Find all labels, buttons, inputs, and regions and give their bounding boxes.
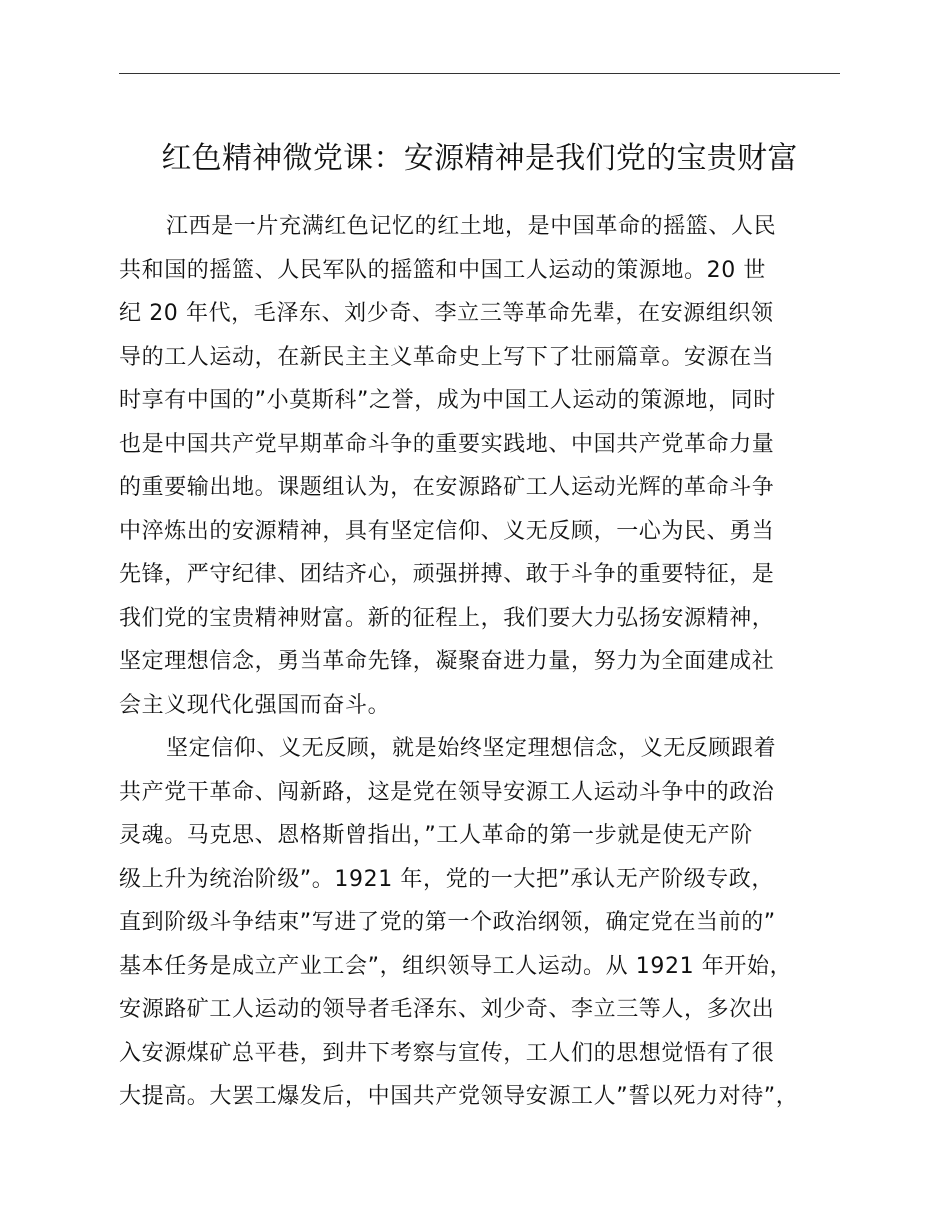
- text-line: 大提高。大罢工爆发后，中国共产党领导安源工人”誓以死力对待”，: [119, 1084, 799, 1109]
- text-line: 直到阶级斗争结束”写进了党的第一个政治纲领，确定党在当前的”: [119, 910, 776, 935]
- text-line: 中淬炼出的安源精神，具有坚定信仰、义无反顾，一心为民、勇当: [119, 518, 775, 544]
- text-line: 导的工人运动，在新民主主义革命史上写下了壮丽篇章。安源在当: [119, 344, 775, 370]
- text-line: 先锋，严守纪律、团结齐心，顽强拼搏、敢于斗争的重要特征，是: [119, 562, 775, 587]
- document-body: [119, 205, 840, 1119]
- text-line: 我们党的宝贵精神财富。新的征程上，我们要大力弘扬安源精神，: [119, 605, 775, 631]
- text-line: 也是中国共产党早期革命斗争的重要实践地、中国共产党革命力量: [119, 431, 775, 457]
- text-line: 基本任务是成立产业工会”，组织领导工人运动。从 1921 年开始，: [119, 953, 793, 979]
- text-line: 灵魂。马克思、恩格斯曾指出，”工人革命的第一步就是使无产阶: [119, 823, 753, 848]
- header-rule: [119, 73, 840, 74]
- text-line: 的重要输出地。课题组认为，在安源路矿工人运动光辉的革命斗争: [119, 475, 775, 500]
- text-line: 入安源煤矿总平巷，到井下考察与宣传，工人们的思想觉悟有了很: [119, 1040, 775, 1066]
- document-title: 红色精神微党课：安源精神是我们党的宝贵财富: [161, 141, 798, 176]
- text-line: 共产党干革命、闯新路，这是党在领导安源工人运动斗争中的政治: [119, 779, 775, 805]
- text-line: 共和国的摇篮、人民军队的摇篮和中国工人运动的策源地。20 世: [119, 257, 766, 283]
- text-line: 时享有中国的”小莫斯科”之誉，成为中国工人运动的策源地，同时: [119, 388, 776, 413]
- text-line: 级上升为统治阶级”。1921 年，党的一大把”承认无产阶级专政，: [119, 866, 774, 892]
- paragraph-2: [119, 727, 840, 1119]
- text-line: 江西是一片充满红色记忆的红土地，是中国革命的摇篮、人民: [166, 214, 777, 239]
- text-line: 坚定信仰、义无反顾，就是始终坚定理想信念，义无反顾跟着: [166, 736, 777, 761]
- text-line: 会主义现代化强国而奋斗。: [119, 692, 391, 718]
- text-line: 纪 20 年代，毛泽东、刘少奇、李立三等革命先辈，在安源组织领: [119, 301, 774, 326]
- text-line: 安源路矿工人运动的领导者毛泽东、刘少奇、李立三等人，多次出: [119, 997, 775, 1022]
- text-line: 坚定理想信念，勇当革命先锋，凝聚奋进力量，努力为全面建成社: [119, 649, 775, 674]
- paragraph-1: [119, 205, 840, 727]
